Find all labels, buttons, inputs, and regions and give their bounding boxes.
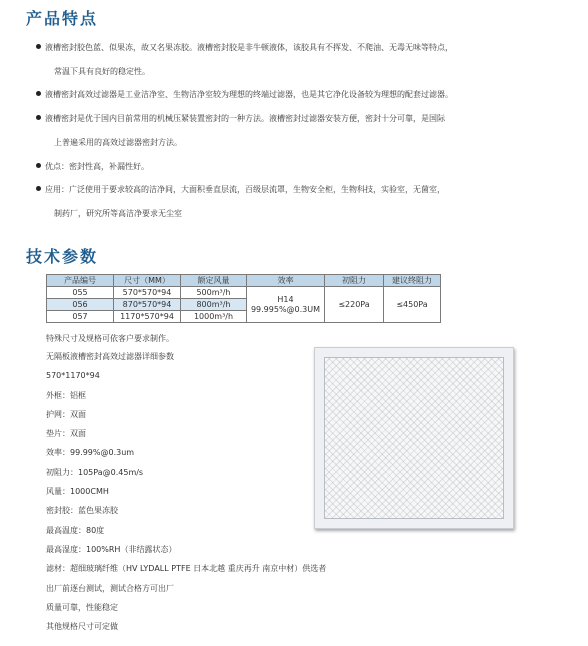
feature-item-4 bbox=[36, 162, 149, 172]
bullet-icon bbox=[36, 163, 41, 168]
efficiency-line1: H14 bbox=[277, 294, 294, 304]
cell-id: 057 bbox=[47, 311, 114, 323]
header-final-resistance: 建议终阻力 bbox=[384, 275, 441, 287]
spec-line: 最高温度：80度 bbox=[46, 525, 105, 535]
cell-initial-resistance: ≤220Pa bbox=[325, 287, 384, 323]
spec-line: 垫片：双面 bbox=[46, 429, 86, 439]
header-flow: 额定风量 bbox=[181, 275, 247, 287]
cell-flow: 500m³/h bbox=[181, 287, 247, 299]
efficiency-line2: 99.995%@0.3UM bbox=[250, 304, 321, 314]
spec-line: 护网：双面 bbox=[46, 409, 86, 419]
feature-item-1 bbox=[36, 43, 453, 53]
tech-title: 技术参数 bbox=[26, 247, 99, 266]
cell-flow: 800m³/h bbox=[181, 299, 247, 311]
spec-line: 质量可靠，性能稳定 bbox=[46, 602, 118, 612]
feature-text: 应用：广泛使用于要求较高的洁净间，大面积垂直层流，百级层流罩，生物安全柜，生物科技，实验室，无菌室， bbox=[45, 185, 445, 194]
spec-table bbox=[46, 274, 441, 323]
feature-text: 液槽密封高效过滤器是工业洁净室、生物洁净室较为理想的终端过滤器，也是其它净化设备较为理想的配套过滤器。 bbox=[45, 90, 453, 99]
feature-text: 液槽密封胶色蓝、似果冻，故又名果冻胶。液槽密封胶是非牛顿液体，该胶具有不挥发、不爬油、无毒无味等特点， bbox=[45, 43, 453, 52]
bullet-icon bbox=[36, 91, 41, 96]
feature-item-3-cont: 上普遍采用的高效过滤器密封方法。 bbox=[54, 138, 182, 147]
spec-line: 效率：99.99%@0.3um bbox=[46, 448, 135, 458]
feature-item-2 bbox=[36, 90, 453, 100]
spec-line: 初阻力：105Pa@0.45m/s bbox=[46, 467, 144, 477]
spec-line: 570*1170*94 bbox=[46, 371, 100, 381]
filter-product-photo bbox=[314, 347, 514, 529]
spec-list bbox=[46, 351, 326, 640]
cell-efficiency bbox=[247, 287, 325, 323]
spec-line: 无隔板液槽密封高效过滤器详细参数 bbox=[46, 352, 174, 361]
spec-line: 滤材：超细玻璃纤维（HV LYDALL PTFE 日本北越 重庆再升 南京中材）供选者 bbox=[46, 564, 327, 574]
bullet-icon bbox=[36, 186, 41, 191]
header-efficiency: 效率 bbox=[247, 275, 325, 287]
feature-text: 液槽密封是优于国内目前常用的机械压紧装置密封的一种方法。液槽密封过滤器安装方便，密封十分可靠，是国际 bbox=[45, 114, 445, 123]
feature-item-5 bbox=[36, 185, 445, 195]
cell-size: 570*570*94 bbox=[114, 287, 181, 299]
feature-item-3 bbox=[36, 114, 445, 124]
spec-table-header bbox=[47, 275, 441, 287]
cell-final-resistance: ≤450Pa bbox=[384, 287, 441, 323]
header-product-id: 产品编号 bbox=[47, 275, 114, 287]
feature-text: 优点：密封性高，补漏性好。 bbox=[45, 162, 149, 171]
spec-line: 其他规格尺寸可定做 bbox=[46, 622, 118, 632]
spec-line: 最高湿度：100%RH（非结露状态） bbox=[46, 544, 177, 554]
bullet-icon bbox=[36, 44, 41, 49]
cell-flow: 1000m³/h bbox=[181, 311, 247, 323]
custom-size-note: 特殊尺寸及规格可依客户要求制作。 bbox=[46, 334, 174, 343]
cell-id: 056 bbox=[47, 299, 114, 311]
header-initial-resistance: 初阻力 bbox=[325, 275, 384, 287]
spec-line: 密封胶：蓝色果冻胶 bbox=[46, 506, 118, 516]
cell-size: 870*570*94 bbox=[114, 299, 181, 311]
bullet-icon bbox=[36, 115, 41, 120]
features-title: 产品特点 bbox=[26, 9, 99, 28]
feature-item-5-cont: 制药厂，研究所等高洁净要求无尘室 bbox=[54, 209, 182, 218]
spec-line: 出厂前逐台测试，测试合格方可出厂 bbox=[46, 583, 174, 593]
table-row bbox=[47, 287, 441, 299]
header-size: 尺寸（MM） bbox=[114, 275, 181, 287]
cell-size: 1170*570*94 bbox=[114, 311, 181, 323]
feature-item-1-cont: 常温下具有良好的稳定性。 bbox=[54, 67, 150, 76]
filter-mesh bbox=[324, 357, 504, 519]
cell-id: 055 bbox=[47, 287, 114, 299]
spec-line: 外框：铝框 bbox=[46, 390, 86, 400]
spec-line: 风量：1000CMH bbox=[46, 487, 109, 497]
